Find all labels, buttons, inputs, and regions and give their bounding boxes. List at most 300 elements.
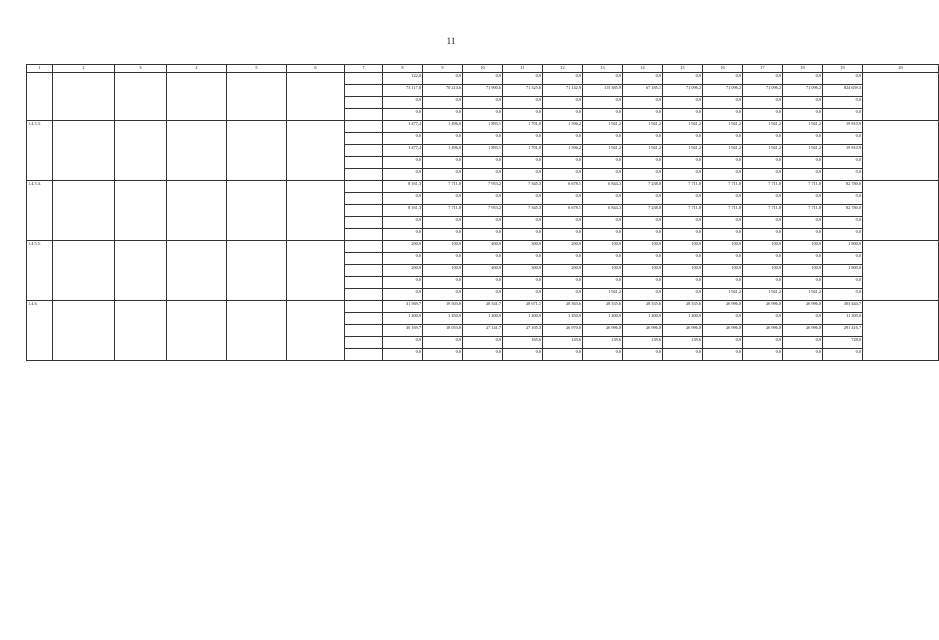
value-cell: 26 996,0 <box>743 301 783 313</box>
value-cell: 0,0 <box>823 157 863 169</box>
source-cell <box>345 181 383 193</box>
value-cell: 0,0 <box>663 349 703 361</box>
value-cell: 0,0 <box>423 109 463 121</box>
value-cell: 0,0 <box>463 73 503 85</box>
row-text-cell <box>167 121 227 181</box>
value-cell: 0,0 <box>423 337 463 349</box>
value-cell: 400,0 <box>463 241 503 253</box>
value-cell: 71 900,6 <box>463 85 503 97</box>
value-cell: 7 711,8 <box>783 205 823 217</box>
value-cell: 200,0 <box>383 265 423 277</box>
row-code: 1.4.5.5. <box>27 241 53 301</box>
value-cell: 0,0 <box>423 289 463 301</box>
value-cell: 100,0 <box>623 265 663 277</box>
value-cell: 1 941,2 <box>583 121 623 133</box>
column-number: 7 <box>345 65 383 73</box>
value-cell: 0,0 <box>623 169 663 181</box>
value-cell: 1 800,0 <box>823 241 863 253</box>
value-cell: 0,0 <box>623 133 663 145</box>
value-cell: 300,0 <box>503 241 543 253</box>
value-cell: 100,0 <box>783 241 823 253</box>
source-cell <box>345 145 383 157</box>
indicator-text <box>863 73 939 121</box>
value-cell: 11 300,0 <box>823 313 863 325</box>
value-cell: 26 996,0 <box>583 325 623 337</box>
value-cell: 100,0 <box>703 241 743 253</box>
value-cell: 0,0 <box>583 193 623 205</box>
value-cell: 1 400,0 <box>663 313 703 325</box>
value-cell: 0,0 <box>423 229 463 241</box>
value-cell: 0,0 <box>663 157 703 169</box>
column-number: 3 <box>115 65 167 73</box>
value-cell: 0,0 <box>663 229 703 241</box>
value-cell: 26 996,0 <box>703 301 743 313</box>
value-cell: 70 214,6 <box>423 85 463 97</box>
value-cell: 0,0 <box>823 73 863 85</box>
value-cell: 0,0 <box>823 169 863 181</box>
source-cell <box>345 157 383 169</box>
value-cell: 0,0 <box>383 337 423 349</box>
value-cell: 0,0 <box>583 73 623 85</box>
value-cell: 0,0 <box>463 229 503 241</box>
value-cell: 291 416,7 <box>823 325 863 337</box>
row-text-cell <box>167 181 227 241</box>
row-text-cell <box>115 121 167 181</box>
value-cell: 1 941,2 <box>623 121 663 133</box>
row-text-cell <box>53 181 115 241</box>
value-cell: 7 238,8 <box>623 181 663 193</box>
value-cell: 7 345,3 <box>503 181 543 193</box>
value-cell: 0,0 <box>503 253 543 265</box>
value-cell: 0,0 <box>743 97 783 109</box>
row-text-cell <box>115 73 167 121</box>
value-cell: 0,0 <box>383 253 423 265</box>
row-code: 1.4.5.4. <box>27 181 53 241</box>
row-text-cell <box>287 181 345 241</box>
value-cell: 0,0 <box>703 277 743 289</box>
value-cell: 0,0 <box>503 97 543 109</box>
value-cell: 26 996,0 <box>743 325 783 337</box>
value-cell: 400,0 <box>463 265 503 277</box>
value-cell: 0,0 <box>823 109 863 121</box>
source-cell <box>345 133 383 145</box>
value-cell: 0,0 <box>383 349 423 361</box>
value-cell: 100,0 <box>663 265 703 277</box>
value-cell: 0,0 <box>823 253 863 265</box>
value-cell: 1 941,2 <box>703 289 743 301</box>
row-text-cell <box>115 241 167 301</box>
value-cell: 82 780,0 <box>823 181 863 193</box>
value-cell: 0,0 <box>663 169 703 181</box>
value-cell: 1 941,2 <box>783 145 823 157</box>
value-cell: 0,0 <box>783 193 823 205</box>
value-cell: 0,0 <box>583 133 623 145</box>
value-cell: 0,0 <box>783 349 823 361</box>
value-cell: 303 444,7 <box>823 301 863 313</box>
value-cell: 1 941,2 <box>623 145 663 157</box>
row-text-cell <box>167 241 227 301</box>
value-cell: 18 053,8 <box>423 325 463 337</box>
value-cell: 26 996,0 <box>783 301 823 313</box>
value-cell: 0,0 <box>503 157 543 169</box>
value-cell: 0,0 <box>583 97 623 109</box>
value-cell: 1 941,2 <box>663 121 703 133</box>
indicator-text <box>863 301 939 361</box>
row-code: 1.4.5.3. <box>27 121 53 181</box>
value-cell: 0,0 <box>463 97 503 109</box>
row-text-cell <box>53 301 115 361</box>
value-cell: 0,0 <box>703 157 743 169</box>
value-cell: 0,0 <box>623 217 663 229</box>
value-cell: 0,0 <box>823 229 863 241</box>
value-cell: 1 496,0 <box>423 145 463 157</box>
column-number: 10 <box>463 65 503 73</box>
value-cell: 7 711,8 <box>703 181 743 193</box>
indicator-text <box>863 121 939 181</box>
column-number: 17 <box>743 65 783 73</box>
value-cell: 82 780,0 <box>823 205 863 217</box>
value-cell: 0,0 <box>463 157 503 169</box>
row-text-cell <box>227 121 287 181</box>
table-row <box>27 73 939 85</box>
value-cell: 0,0 <box>383 157 423 169</box>
value-cell: 7 953,2 <box>463 181 503 193</box>
value-cell: 0,0 <box>503 229 543 241</box>
value-cell: 26 996,0 <box>783 325 823 337</box>
value-cell: 0,0 <box>463 217 503 229</box>
value-cell: 1 800,0 <box>823 265 863 277</box>
column-number: 8 <box>383 65 423 73</box>
value-cell: 0,0 <box>383 277 423 289</box>
value-cell: 0,0 <box>583 157 623 169</box>
column-number: 20 <box>863 65 939 73</box>
value-cell: 0,0 <box>743 337 783 349</box>
value-cell: 0,0 <box>743 169 783 181</box>
value-cell: 1 450,0 <box>543 313 583 325</box>
value-cell: 0,0 <box>623 73 663 85</box>
value-cell: 0,0 <box>503 133 543 145</box>
value-cell: 7 711,8 <box>423 205 463 217</box>
indicator-text <box>863 181 939 241</box>
value-cell: 0,0 <box>463 289 503 301</box>
source-cell <box>345 73 383 85</box>
value-cell: 71 142,9 <box>543 85 583 97</box>
value-cell: 19 810,9 <box>823 121 863 133</box>
value-cell: 0,0 <box>623 277 663 289</box>
value-cell: 30 169,7 <box>383 325 423 337</box>
value-cell: 0,0 <box>423 133 463 145</box>
value-cell: 6 678,1 <box>543 181 583 193</box>
value-cell: 28 535,6 <box>663 301 703 313</box>
budget-table <box>26 64 939 361</box>
value-cell: 1 941,2 <box>743 145 783 157</box>
value-cell: 100,0 <box>423 265 463 277</box>
value-cell: 0,0 <box>663 109 703 121</box>
value-cell: 0,0 <box>423 253 463 265</box>
value-cell: 1 496,0 <box>423 121 463 133</box>
value-cell: 0,0 <box>543 73 583 85</box>
row-text-cell <box>227 241 287 301</box>
value-cell: 0,0 <box>703 193 743 205</box>
value-cell: 1 701,0 <box>503 145 543 157</box>
value-cell: 1 477,4 <box>383 145 423 157</box>
value-cell: 0,0 <box>663 193 703 205</box>
value-cell: 1 400,0 <box>503 313 543 325</box>
row-text-cell <box>167 301 227 361</box>
source-cell <box>345 289 383 301</box>
value-cell: 0,0 <box>423 97 463 109</box>
value-cell: 8 161,3 <box>383 181 423 193</box>
source-cell <box>345 193 383 205</box>
source-cell <box>345 85 383 97</box>
column-number: 1 <box>27 65 53 73</box>
value-cell: 26 996,0 <box>663 325 703 337</box>
value-cell: 1 941,2 <box>703 121 743 133</box>
value-cell: 67 185,1 <box>623 85 663 97</box>
value-cell: 0,0 <box>823 193 863 205</box>
value-cell: 0,0 <box>383 217 423 229</box>
value-cell: 7 711,8 <box>703 205 743 217</box>
source-cell <box>345 97 383 109</box>
value-cell: 19 503,8 <box>423 301 463 313</box>
value-cell: 0,0 <box>783 169 823 181</box>
value-cell: 0,0 <box>543 109 583 121</box>
value-cell: 139,6 <box>623 337 663 349</box>
value-cell: 1 941,2 <box>743 121 783 133</box>
table-row <box>27 301 939 313</box>
value-cell: 0,0 <box>543 97 583 109</box>
value-cell: 0,0 <box>543 133 583 145</box>
value-cell: 1 941,2 <box>703 145 743 157</box>
value-cell: 0,0 <box>703 253 743 265</box>
value-cell: 0,0 <box>503 109 543 121</box>
value-cell: 0,0 <box>783 217 823 229</box>
column-number: 6 <box>287 65 345 73</box>
column-number: 5 <box>227 65 287 73</box>
value-cell: 0,0 <box>703 217 743 229</box>
value-cell: 0,0 <box>383 229 423 241</box>
value-cell: 73 117,8 <box>383 85 423 97</box>
value-cell: 200,0 <box>543 265 583 277</box>
value-cell: 165,6 <box>503 337 543 349</box>
value-cell: 0,0 <box>423 157 463 169</box>
value-cell: 0,0 <box>383 109 423 121</box>
value-cell: 0,0 <box>823 133 863 145</box>
source-cell <box>345 349 383 361</box>
column-number: 18 <box>783 65 823 73</box>
source-cell <box>345 325 383 337</box>
value-cell: 28 563,6 <box>543 301 583 313</box>
value-cell: 0,0 <box>743 253 783 265</box>
value-cell: 0,0 <box>663 277 703 289</box>
value-cell: 0,0 <box>463 277 503 289</box>
value-cell: 0,0 <box>543 253 583 265</box>
value-cell: 7 711,8 <box>783 181 823 193</box>
value-cell: 0,0 <box>383 133 423 145</box>
value-cell: 0,0 <box>823 349 863 361</box>
value-cell: 0,0 <box>823 277 863 289</box>
value-cell: 0,0 <box>663 133 703 145</box>
source-cell <box>345 121 383 133</box>
value-cell: 0,0 <box>463 337 503 349</box>
value-cell: 0,0 <box>623 97 663 109</box>
source-cell <box>345 277 383 289</box>
value-cell: 122,0 <box>383 73 423 85</box>
value-cell: 7 711,8 <box>743 205 783 217</box>
value-cell: 0,0 <box>783 109 823 121</box>
value-cell: 0,0 <box>743 157 783 169</box>
value-cell: 0,0 <box>703 109 743 121</box>
value-cell: 0,0 <box>623 229 663 241</box>
row-code: 1.4.6. <box>27 301 53 361</box>
value-cell: 27 141,7 <box>463 325 503 337</box>
value-cell: 26 996,0 <box>623 325 663 337</box>
value-cell: 6 844,3 <box>583 205 623 217</box>
value-cell: 26 996,0 <box>703 325 743 337</box>
value-cell: 28 535,6 <box>583 301 623 313</box>
value-cell: 0,0 <box>743 133 783 145</box>
value-cell: 139,6 <box>583 337 623 349</box>
row-text-cell <box>115 181 167 241</box>
value-cell: 0,0 <box>703 73 743 85</box>
value-cell: 1 941,2 <box>783 289 823 301</box>
value-cell: 0,0 <box>583 217 623 229</box>
value-cell: 7 345,3 <box>503 205 543 217</box>
value-cell: 1 701,0 <box>503 121 543 133</box>
value-cell: 0,0 <box>703 313 743 325</box>
value-cell: 0,0 <box>623 289 663 301</box>
value-cell: 0,0 <box>743 109 783 121</box>
value-cell: 0,0 <box>783 337 823 349</box>
column-number: 16 <box>703 65 743 73</box>
value-cell: 0,0 <box>463 109 503 121</box>
row-text-cell <box>53 121 115 181</box>
row-text-cell <box>115 301 167 361</box>
value-cell: 71 096,2 <box>663 85 703 97</box>
value-cell: 0,0 <box>503 169 543 181</box>
value-cell: 300,0 <box>503 265 543 277</box>
value-cell: 6 678,1 <box>543 205 583 217</box>
value-cell: 0,0 <box>623 193 663 205</box>
value-cell: 0,0 <box>463 133 503 145</box>
row-text-cell <box>287 241 345 301</box>
value-cell: 0,0 <box>423 169 463 181</box>
table-row <box>27 181 939 193</box>
value-cell: 0,0 <box>663 97 703 109</box>
value-cell: 0,0 <box>423 217 463 229</box>
source-cell <box>345 265 383 277</box>
value-cell: 0,0 <box>543 289 583 301</box>
column-number: 4 <box>167 65 227 73</box>
column-number: 2 <box>53 65 115 73</box>
value-cell: 0,0 <box>783 157 823 169</box>
row-text-cell <box>287 73 345 121</box>
value-cell: 0,0 <box>783 229 823 241</box>
value-cell: 0,0 <box>623 349 663 361</box>
value-cell: 100,0 <box>743 265 783 277</box>
value-cell: 0,0 <box>583 277 623 289</box>
value-cell: 0,0 <box>503 217 543 229</box>
value-cell: 0,0 <box>823 289 863 301</box>
value-cell: 200,0 <box>383 241 423 253</box>
source-cell <box>345 169 383 181</box>
value-cell: 0,0 <box>383 97 423 109</box>
value-cell: 139,6 <box>663 337 703 349</box>
source-cell <box>345 253 383 265</box>
value-cell: 115 385,9 <box>583 85 623 97</box>
value-cell: 0,0 <box>583 109 623 121</box>
value-cell: 0,0 <box>743 313 783 325</box>
row-text-cell <box>287 121 345 181</box>
value-cell: 100,0 <box>623 241 663 253</box>
value-cell: 0,0 <box>583 169 623 181</box>
value-cell: 0,0 <box>543 193 583 205</box>
row-text-cell <box>287 301 345 361</box>
indicator-text <box>863 241 939 301</box>
value-cell: 7 711,8 <box>663 181 703 193</box>
value-cell: 0,0 <box>663 73 703 85</box>
value-cell: 0,0 <box>463 253 503 265</box>
value-cell: 7 953,2 <box>463 205 503 217</box>
value-cell: 1 941,2 <box>583 289 623 301</box>
value-cell: 200,0 <box>543 241 583 253</box>
source-cell <box>345 337 383 349</box>
value-cell: 0,0 <box>623 157 663 169</box>
value-cell: 0,0 <box>703 133 743 145</box>
value-cell: 7 711,8 <box>423 181 463 193</box>
value-cell: 0,0 <box>743 229 783 241</box>
value-cell: 1 450,0 <box>423 313 463 325</box>
value-cell: 0,0 <box>783 277 823 289</box>
row-text-cell <box>53 73 115 121</box>
table-row <box>27 241 939 253</box>
value-cell: 0,0 <box>383 169 423 181</box>
value-cell: 1 400,0 <box>383 313 423 325</box>
column-number-row <box>27 65 939 73</box>
value-cell: 0,0 <box>743 193 783 205</box>
column-number: 13 <box>583 65 623 73</box>
value-cell: 0,0 <box>503 289 543 301</box>
value-cell: 0,0 <box>543 349 583 361</box>
value-cell: 0,0 <box>743 349 783 361</box>
source-cell <box>345 313 383 325</box>
row-text-cell <box>53 241 115 301</box>
value-cell: 0,0 <box>783 253 823 265</box>
value-cell: 0,0 <box>543 277 583 289</box>
value-cell: 0,0 <box>783 97 823 109</box>
value-cell: 100,0 <box>583 241 623 253</box>
value-cell: 824 659,3 <box>823 85 863 97</box>
value-cell: 0,0 <box>703 229 743 241</box>
row-code <box>27 73 53 121</box>
value-cell: 100,0 <box>743 241 783 253</box>
value-cell: 0,0 <box>663 289 703 301</box>
value-cell: 0,0 <box>663 253 703 265</box>
value-cell: 71 096,2 <box>743 85 783 97</box>
source-cell <box>345 205 383 217</box>
value-cell: 1 477,4 <box>383 121 423 133</box>
value-cell: 1 400,0 <box>623 313 663 325</box>
table-body <box>27 65 939 361</box>
value-cell: 26 970,0 <box>543 325 583 337</box>
column-number: 19 <box>823 65 863 73</box>
value-cell: 0,0 <box>703 97 743 109</box>
value-cell: 19 810,9 <box>823 145 863 157</box>
value-cell: 28 535,6 <box>623 301 663 313</box>
value-cell: 28 541,7 <box>463 301 503 313</box>
column-number: 12 <box>543 65 583 73</box>
source-cell <box>345 229 383 241</box>
